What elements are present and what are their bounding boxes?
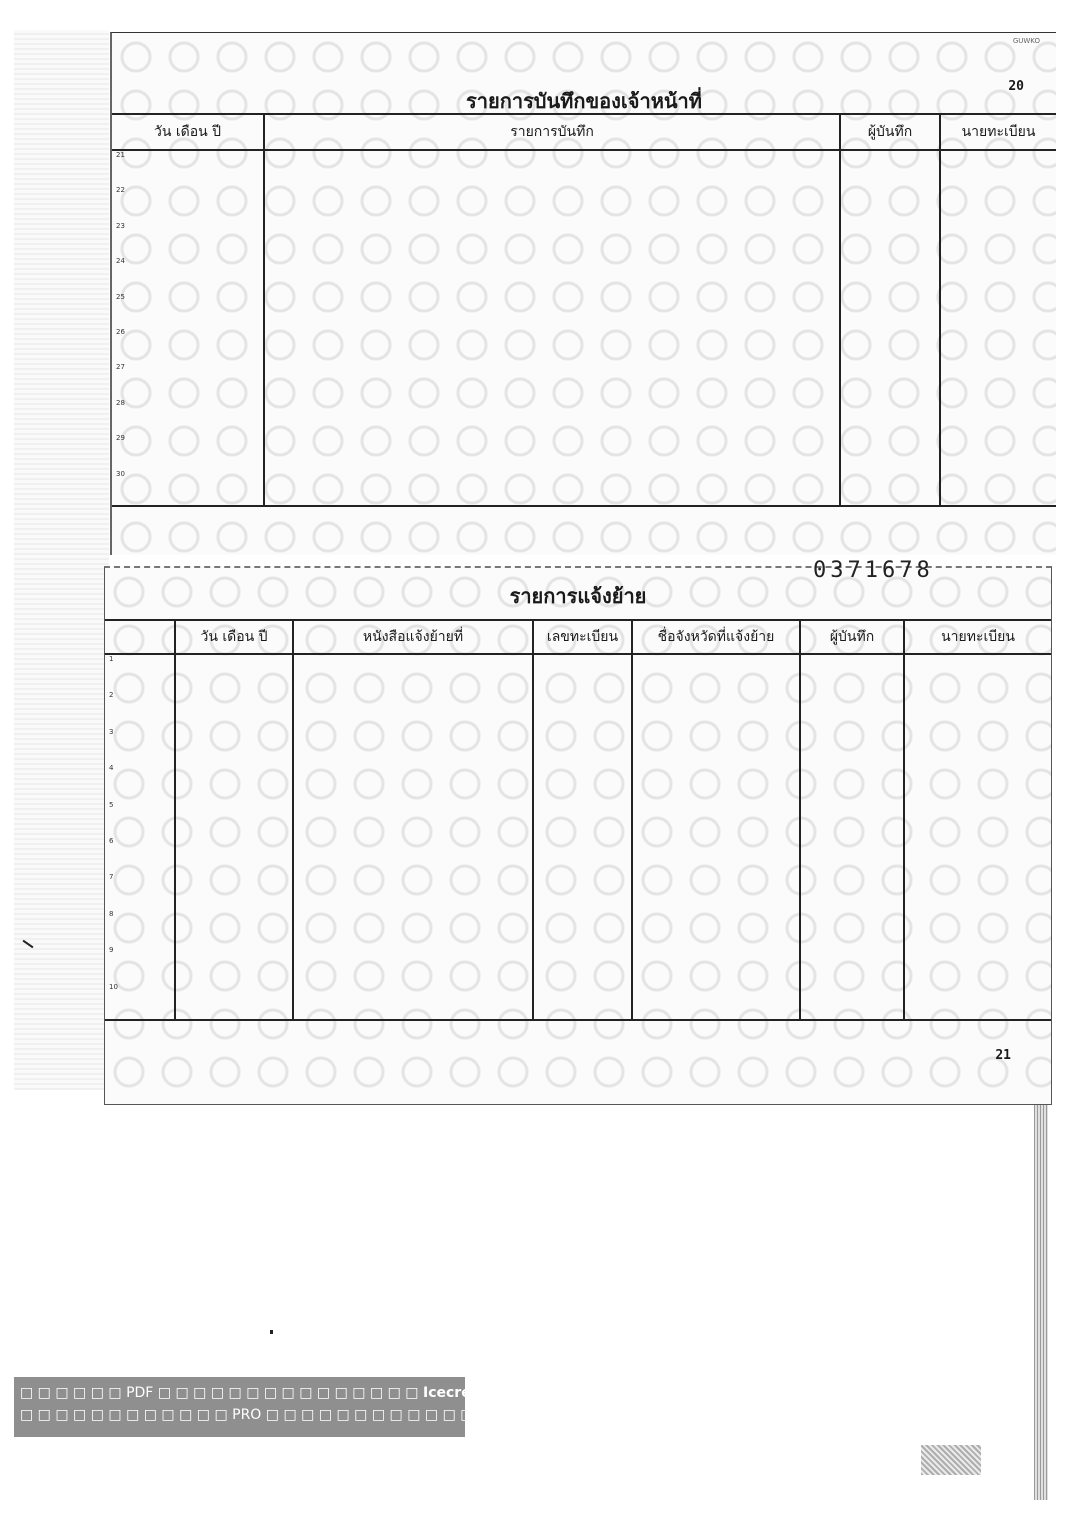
date-cell[interactable] [175, 654, 293, 691]
row-number: 23 [116, 221, 125, 230]
table-row [112, 293, 1056, 328]
registrar-cell[interactable] [904, 873, 1051, 909]
row-number: 7 [109, 873, 114, 882]
col-notice-letter: หนังสือแจ้งย้ายที่ [293, 620, 533, 654]
notice-cell[interactable] [293, 873, 533, 909]
recorder-cell[interactable] [800, 837, 904, 873]
page-number-top: 20 [1008, 79, 1024, 94]
page-number-bottom: 21 [995, 1048, 1011, 1063]
row-number: 25 [116, 292, 125, 301]
date-cell[interactable] [175, 764, 293, 800]
recorder-cell[interactable] [840, 328, 940, 363]
record-cell[interactable] [264, 222, 840, 257]
registrar-cell[interactable] [904, 691, 1051, 727]
registrar-cell[interactable] [940, 470, 1056, 506]
registration-cell[interactable] [533, 764, 632, 800]
row-number: 10 [105, 983, 175, 1020]
scan-stain [921, 1445, 981, 1475]
registration-cell[interactable] [533, 654, 632, 691]
row-number: 2 [109, 691, 114, 700]
date-cell[interactable] [175, 946, 293, 982]
table-row [105, 946, 1051, 982]
table-row [112, 434, 1056, 469]
recorder-cell[interactable] [840, 150, 940, 186]
notice-cell[interactable] [293, 910, 533, 946]
registrar-cell[interactable] [940, 186, 1056, 221]
record-cell[interactable] [264, 150, 840, 186]
registration-cell[interactable] [533, 728, 632, 764]
row-number: 8 [109, 909, 114, 918]
watermark-glyphs: □ □ □ □ □ □ [20, 1385, 122, 1401]
recorder-cell[interactable] [800, 983, 904, 1020]
recorder-cell[interactable] [840, 434, 940, 469]
col-province: ชื่อจังหวัดที่แจ้งย้าย [632, 620, 800, 654]
table-row [105, 873, 1051, 909]
official-records-page [110, 32, 1056, 555]
date-cell[interactable] [175, 691, 293, 727]
recorder-cell[interactable] [800, 910, 904, 946]
registration-cell[interactable] [533, 910, 632, 946]
recorder-cell[interactable] [840, 399, 940, 434]
record-cell[interactable] [264, 257, 840, 292]
registrar-cell[interactable] [940, 328, 1056, 363]
record-cell[interactable] [264, 434, 840, 469]
recorder-cell[interactable] [800, 801, 904, 837]
recorder-cell[interactable] [840, 293, 940, 328]
notice-cell[interactable] [293, 728, 533, 764]
date-cell[interactable] [175, 873, 293, 909]
registration-cell[interactable] [533, 946, 632, 982]
row-number: 4 [109, 764, 114, 773]
notice-cell[interactable] [293, 946, 533, 982]
table-row [112, 150, 1056, 186]
recorder-cell[interactable] [800, 873, 904, 909]
registration-cell[interactable] [533, 837, 632, 873]
watermark-glyphs: □ □ □ □ □ □ □ □ □ □ □ □ [20, 1407, 228, 1423]
watermark-brand: Icecream PDF [422, 1385, 532, 1401]
col-record: รายการบันทึก [264, 114, 840, 150]
province-cell[interactable] [632, 728, 800, 764]
watermark-pdf-label: PDF [126, 1385, 154, 1401]
province-cell[interactable] [632, 873, 800, 909]
watermark-line-1 [20, 1382, 532, 1404]
row-number: 26 [116, 327, 125, 336]
registration-cell[interactable] [533, 801, 632, 837]
col-registrar: นายทะเบียน [904, 620, 1051, 654]
province-cell[interactable] [632, 801, 800, 837]
notice-cell[interactable] [293, 764, 533, 800]
row-number: 6 [109, 836, 114, 845]
scan-shadow-left [14, 30, 109, 1090]
registrar-cell[interactable] [904, 910, 1051, 946]
recorder-cell[interactable] [840, 363, 940, 398]
row-number: 30 [112, 470, 264, 506]
row-number: 27 [116, 363, 125, 372]
province-cell[interactable] [632, 983, 800, 1020]
icecream-pdf-watermark [14, 1377, 562, 1437]
relocation-notice-title: รายการแจ้งย้าย [509, 584, 647, 608]
table-row [105, 801, 1051, 837]
date-cell[interactable] [175, 983, 293, 1020]
table-row [105, 764, 1051, 800]
table-row [105, 910, 1051, 946]
registrar-cell[interactable] [940, 363, 1056, 398]
province-cell[interactable] [632, 837, 800, 873]
scan-speck [270, 1330, 273, 1334]
recorder-cell[interactable] [840, 222, 940, 257]
registration-cell[interactable] [533, 691, 632, 727]
relocation-notice-page [104, 558, 1052, 1105]
table-row [105, 654, 1051, 691]
registration-cell[interactable] [533, 873, 632, 909]
watermark-glyphs: □ □ □ □ □ □ □ □ □ □ □ □ □ □ □ □ □ [265, 1407, 562, 1423]
table-row [112, 222, 1056, 257]
row-number: 3 [109, 727, 114, 736]
recorder-cell[interactable] [800, 728, 904, 764]
notice-cell[interactable] [293, 801, 533, 837]
row-number: 5 [109, 800, 114, 809]
serial-number: 0371678 [813, 558, 934, 583]
record-cell[interactable] [264, 363, 840, 398]
watermark-pro-label: PRO [232, 1407, 262, 1423]
registration-cell[interactable] [533, 983, 632, 1020]
province-cell[interactable] [632, 764, 800, 800]
registrar-cell[interactable] [904, 801, 1051, 837]
watermark-line-2 [20, 1404, 562, 1426]
form-code: GUWKO [1012, 37, 1040, 45]
table-row [105, 983, 1051, 1020]
row-number: 24 [116, 257, 125, 266]
row-number: 9 [109, 946, 114, 955]
province-cell[interactable] [632, 654, 800, 691]
recorder-cell[interactable] [800, 691, 904, 727]
registrar-cell[interactable] [940, 434, 1056, 469]
table-row [112, 328, 1056, 363]
notice-cell[interactable] [293, 654, 533, 691]
record-cell[interactable] [264, 186, 840, 221]
row-number: 22 [116, 186, 125, 195]
registrar-cell[interactable] [904, 728, 1051, 764]
registrar-cell[interactable] [940, 222, 1056, 257]
notice-cell[interactable] [293, 983, 533, 1020]
table-row [105, 691, 1051, 727]
col-date: วัน เดือน ปี [112, 114, 264, 150]
col-index [105, 620, 175, 654]
registrar-cell[interactable] [904, 983, 1051, 1020]
registrar-cell[interactable] [940, 399, 1056, 434]
registrar-cell[interactable] [940, 150, 1056, 186]
scan-shadow-right [1034, 1100, 1048, 1500]
row-number: 29 [116, 434, 125, 443]
notice-cell[interactable] [293, 837, 533, 873]
date-cell[interactable] [175, 728, 293, 764]
record-cell[interactable] [264, 470, 840, 506]
table-row [105, 728, 1051, 764]
registrar-cell[interactable] [940, 257, 1056, 292]
recorder-cell[interactable] [840, 257, 940, 292]
watermark-glyphs: □ □ □ □ □ □ □ □ □ □ □ □ □ □ □ [157, 1385, 419, 1401]
notice-cell[interactable] [293, 691, 533, 727]
recorder-cell[interactable] [800, 946, 904, 982]
registrar-cell[interactable] [904, 837, 1051, 873]
table-row [112, 257, 1056, 292]
recorder-cell[interactable] [840, 186, 940, 221]
col-date: วัน เดือน ปี [175, 620, 293, 654]
recorder-cell[interactable] [840, 470, 940, 506]
date-cell[interactable] [175, 801, 293, 837]
recorder-cell[interactable] [800, 764, 904, 800]
registrar-cell[interactable] [940, 293, 1056, 328]
col-recorder: ผู้บันทึก [800, 620, 904, 654]
province-cell[interactable] [632, 691, 800, 727]
col-recorder: ผู้บันทึก [840, 114, 940, 150]
relocation-notice-table [105, 619, 1051, 1021]
date-cell[interactable] [175, 910, 293, 946]
registrar-cell[interactable] [904, 946, 1051, 982]
record-cell[interactable] [264, 293, 840, 328]
official-records-table [112, 113, 1056, 507]
col-registration-number: เลขทะเบียน [533, 620, 632, 654]
registrar-cell[interactable] [904, 764, 1051, 800]
record-cell[interactable] [264, 399, 840, 434]
recorder-cell[interactable] [800, 654, 904, 691]
row-number: 21 [116, 151, 125, 159]
province-cell[interactable] [632, 910, 800, 946]
col-registrar: นายทะเบียน [940, 114, 1056, 150]
table-row [112, 363, 1056, 398]
table-row [112, 186, 1056, 221]
row-number: 1 [109, 655, 114, 663]
registrar-cell[interactable] [904, 654, 1051, 691]
row-number: 28 [116, 398, 125, 407]
date-cell[interactable] [175, 837, 293, 873]
record-cell[interactable] [264, 328, 840, 363]
official-records-title: รายการบันทึกของเจ้าหน้าที่ [466, 89, 702, 113]
table-row [112, 470, 1056, 506]
province-cell[interactable] [632, 946, 800, 982]
table-row [105, 837, 1051, 873]
table-row [112, 399, 1056, 434]
